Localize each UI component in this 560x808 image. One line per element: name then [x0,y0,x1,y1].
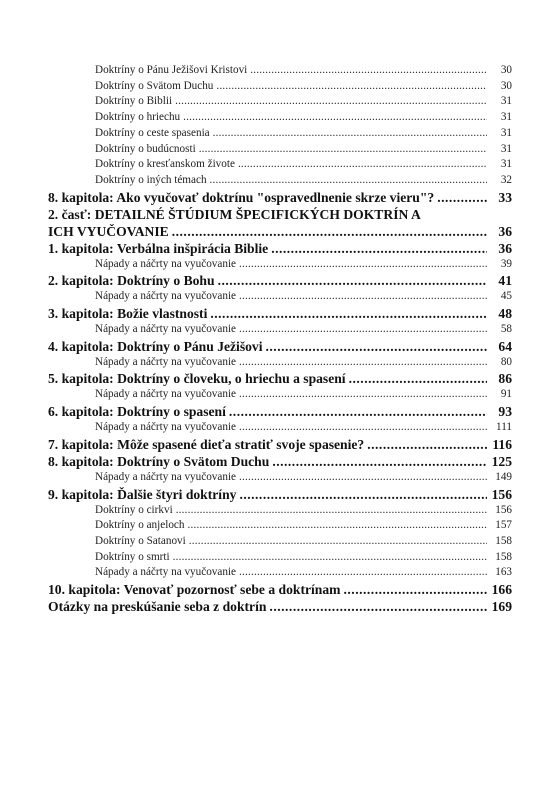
dot-leader [367,436,487,453]
toc-entry-page: 39 [500,257,512,270]
toc-entry[interactable] [48,173,512,189]
dot-leader [238,157,487,173]
toc-entry[interactable] [48,598,512,615]
toc-entry-title: 3. kapitola: Božie vlastnosti [48,306,208,322]
toc-entry[interactable] [48,470,512,486]
dot-leader [269,598,487,615]
toc-entry-title: Nápady a náčrty na vyučovanie [95,566,237,579]
toc-entry-title: Doktríny o hriechu [95,111,181,124]
toc-entry-title: Doktríny o budúcnosti [95,142,196,155]
toc-entry-page: 125 [491,453,512,469]
toc-entry[interactable] [48,518,512,534]
toc-entry-page: 32 [500,173,512,186]
dot-leader [266,338,488,355]
dot-leader [239,387,487,403]
dot-leader [218,272,487,289]
dot-leader [271,240,487,257]
toc-entry[interactable] [48,338,512,355]
toc-entry-page: 158 [495,534,512,547]
toc-entry-title: Doktríny o Pánu Ježišovi Kristovi [95,64,248,76]
dot-leader [210,305,487,322]
dot-leader [216,79,487,95]
dot-leader [199,142,487,158]
dot-leader [349,370,487,387]
toc-entry-page: 31 [500,95,512,108]
toc-entry-title: Nápady a náčrty na vyučovanie [95,388,237,401]
toc-entry-title: Doktríny o smrti [95,550,170,563]
toc-entry-title: ICH VYUČOVANIE [48,223,169,239]
toc-entry[interactable] [48,403,512,420]
toc-entry[interactable] [48,189,512,206]
toc-entry-page: 31 [500,158,512,171]
toc-entry-title: 8. kapitola: Doktríny o Svätom Duchu [48,453,270,469]
toc-entry-page: 166 [491,582,512,598]
toc-entry-title: 6. kapitola: Doktríny o spasení [48,404,226,420]
toc-entry-page: 31 [500,126,512,139]
toc-entry-title: 4. kapitola: Doktríny o Pánu Ježišovi [48,338,263,354]
toc-entry[interactable] [48,581,512,598]
toc-entry[interactable] [48,79,512,95]
toc-entry-title: Doktríny o iných témach [95,173,207,186]
toc-entry-title: 1. kapitola: Verbálna inšpirácia Biblie [48,240,269,256]
toc-entry[interactable] [48,206,512,223]
toc-entry-page: 31 [500,142,512,155]
toc-entry[interactable] [48,565,512,581]
dot-leader [239,420,487,436]
toc-entry-title: Otázky na preskúšanie seba z doktrín [48,599,267,615]
toc-entry-page: 80 [500,355,512,368]
toc-entry-title: Nápady a náčrty na vyučovanie [95,355,237,368]
toc-entry-title: Nápady a náčrty na vyučovanie [95,323,237,336]
toc-entry[interactable] [48,157,512,173]
toc-entry[interactable] [48,289,512,305]
dot-leader [239,470,487,486]
toc-entry-page: 41 [498,273,512,289]
toc-entry-page: 169 [491,599,512,615]
toc-entry-page: 30 [500,64,512,76]
dot-leader [172,223,487,240]
toc-entry-title: Doktríny o Svätom Duchu [95,79,214,92]
toc-entry-page: 157 [495,519,512,532]
toc-entry[interactable] [48,370,512,387]
dot-leader [173,550,487,566]
toc-entry[interactable] [48,486,512,503]
dot-leader [239,322,487,338]
toc-entry-title: Doktríny o cirkvi [95,503,173,516]
dot-leader [250,63,487,79]
toc-entry-page: 158 [495,550,512,563]
toc-entry-page: 116 [492,436,512,452]
toc-entry-page: 33 [498,189,512,205]
toc-entry-title: 8. kapitola: Ako vyučovať doktrínu "ospravedlnenie skrze vieru"? [48,189,435,205]
toc-entry-title: 2. kapitola: Doktríny o Bohu [48,273,215,289]
toc-entry-title: Nápady a náčrty na vyučovanie [95,257,237,270]
toc-entry-title: Doktríny o Biblii [95,95,173,108]
toc-entry-title: Doktríny o Satanovi [95,534,186,547]
dot-leader [189,534,487,550]
toc-entry-page: 163 [495,566,512,579]
toc-entry[interactable] [48,305,512,322]
toc-entry-page: 48 [498,306,512,322]
dot-leader [437,189,487,206]
toc-entry-page: 111 [496,421,512,434]
toc-entry-title: Doktríny o anjeloch [95,519,185,532]
toc-entry-title: 5. kapitola: Doktríny o človeku, o hriechu a spasení [48,371,346,387]
toc-entry-page: 149 [495,470,512,483]
toc-entry[interactable] [48,63,512,79]
toc-entry[interactable] [48,322,512,338]
toc-entry[interactable] [48,453,512,470]
toc-entry[interactable] [48,272,512,289]
toc-entry-page: 30 [500,79,512,92]
toc-entry-page: 36 [498,223,512,239]
toc-entry[interactable] [48,126,512,142]
toc-entry-title: 10. kapitola: Venovať pozornosť sebe a doktrínam [48,582,341,598]
toc-entry-title: 7. kapitola: Môže spasené dieťa stratiť svoje spasenie? [48,436,365,452]
toc-entry[interactable] [48,387,512,403]
dot-leader [239,289,487,305]
toc-entry[interactable] [48,257,512,273]
toc-entry-page: 45 [500,290,512,303]
toc-entry-title: Nápady a náčrty na vyučovanie [95,421,237,434]
dot-leader [272,453,487,470]
toc-entry-title: Doktríny o ceste spasenia [95,126,210,139]
toc-entry[interactable] [48,550,512,566]
toc-entry-page: 86 [498,371,512,387]
toc-entry-page: 58 [500,323,512,336]
dot-leader [213,126,487,142]
toc-entry[interactable] [48,420,512,436]
dot-leader [175,94,487,110]
toc-entry[interactable] [48,436,512,453]
toc-entry-page: 93 [498,404,512,420]
toc-entry[interactable] [48,110,512,126]
toc-entry[interactable] [48,223,512,240]
dot-leader [187,518,487,534]
toc-entry[interactable] [48,534,512,550]
dot-leader [239,486,487,503]
toc-entry-page: 36 [498,240,512,256]
dot-leader [210,173,487,189]
dot-leader [229,403,487,420]
toc-entry-title: Doktríny o kresťanskom živote [95,158,235,171]
toc-entry-page: 156 [491,486,512,502]
toc-entry-title: Nápady a náčrty na vyučovanie [95,290,237,303]
toc-entry-title: Nápady a náčrty na vyučovanie [95,470,237,483]
toc-entry-title: 9. kapitola: Ďalšie štyri doktríny [48,486,237,502]
dot-leader [176,503,487,519]
toc-entry-page: 64 [498,338,512,354]
toc-entry[interactable] [48,503,512,519]
toc-entry[interactable] [48,142,512,158]
dot-leader [239,565,487,581]
dot-leader [239,355,487,371]
toc-entry-title: 2. časť: DETAILNÉ ŠTÚDIUM ŠPECIFICKÝCH DOKTRÍN A [48,206,421,222]
toc-entry-page: 91 [500,388,512,401]
toc-entry[interactable] [48,355,512,371]
toc-entry-page: 156 [495,503,512,516]
toc-entry-page: 31 [500,111,512,124]
toc-entry[interactable] [48,94,512,110]
dot-leader [239,257,487,273]
dot-leader [183,110,487,126]
table-of-contents [48,63,512,615]
toc-entry[interactable] [48,240,512,257]
dot-leader [344,581,488,598]
